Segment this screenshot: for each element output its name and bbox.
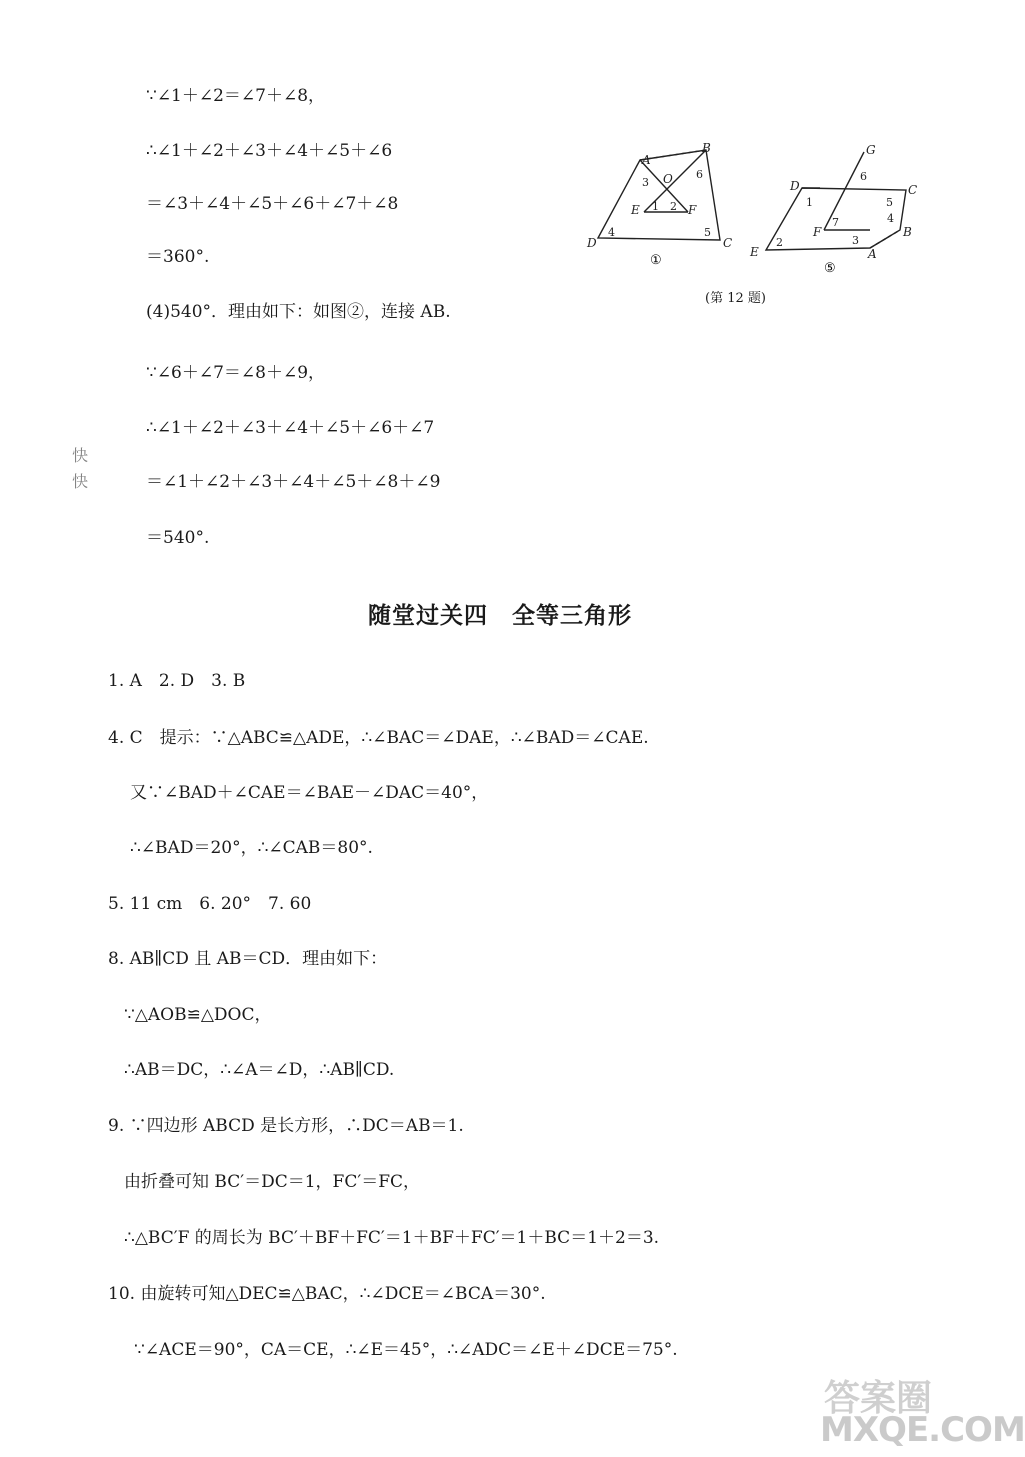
fig1-quad xyxy=(598,150,720,240)
watermark-top: 答案圈 xyxy=(824,1378,933,1419)
text-line: 10. 由旋转可知△DEC≌△BAC，∴∠DCE＝∠BCA＝30°. xyxy=(108,1284,546,1304)
text-line: ＝∠1＋∠2＋∠3＋∠4＋∠5＋∠8＋∠9 xyxy=(146,472,441,492)
fig1-angle-5: 5 xyxy=(704,226,711,239)
text-line: ＝360°. xyxy=(146,247,210,267)
margin-stamp xyxy=(72,443,88,495)
fig2-label-e: E xyxy=(750,245,759,259)
watermark-logo xyxy=(820,1370,1025,1450)
fig1-label-b: B xyxy=(702,141,711,155)
fig2-label-f: F xyxy=(813,225,822,239)
fig2-label-g: G xyxy=(866,143,876,157)
fig2-angle-5: 5 xyxy=(886,196,893,209)
text-line: 4. C 提示：∵△ABC≌△ADE，∴∠BAC＝∠DAE，∴∠BAD＝∠CAE. xyxy=(108,728,649,748)
fig1-angle-1: 1 xyxy=(652,200,659,213)
text-line: ∴△BC′F 的周长为 BC′＋BF＋FC′＝1＋BF＋FC′＝1＋BC＝1＋2＝3. xyxy=(124,1228,660,1248)
watermark-bottom: MXQE.COM xyxy=(820,1410,1025,1450)
text-line: 8. AB∥CD 且 AB＝CD．理由如下： xyxy=(108,949,388,969)
figure-svg xyxy=(580,140,920,310)
stamp-line: 快 xyxy=(72,446,89,465)
fig2-angle-1: 1 xyxy=(806,196,813,209)
text-line: ＝540°. xyxy=(146,528,210,548)
stamp-line: 快 xyxy=(72,472,89,491)
figure-2 xyxy=(766,152,906,250)
text-line: (4)540°．理由如下：如图②，连接 AB. xyxy=(146,302,451,322)
text-line: ∴∠1＋∠2＋∠3＋∠4＋∠5＋∠6＋∠7 xyxy=(146,418,435,438)
fig2-angle-4: 4 xyxy=(887,212,894,225)
fig1-angle-6: 6 xyxy=(696,168,703,181)
fig1-label-d: D xyxy=(587,236,597,250)
figure-1 xyxy=(598,150,720,240)
text-line: 1. A 2. D 3. B xyxy=(108,671,246,691)
fig2-angle-6: 6 xyxy=(860,170,867,183)
figure-caption: (第 12 题) xyxy=(705,291,766,306)
text-line: ∴∠1＋∠2＋∠3＋∠4＋∠5＋∠6 xyxy=(146,141,393,161)
text-line: 9. ∵四边形 ABCD 是长方形，∴DC＝AB＝1. xyxy=(108,1116,464,1136)
fig1-label-a: A xyxy=(642,153,651,167)
fig1-angle-2: 2 xyxy=(670,200,677,213)
fig1-label-e: E xyxy=(631,203,640,217)
fig2-caption-label: ⑤ xyxy=(824,261,836,276)
text-line: ∵∠ACE＝90°，CA＝CE，∴∠E＝45°，∴∠ADC＝∠E＋∠DCE＝75°. xyxy=(134,1340,678,1360)
text-line: ∴∠BAD＝20°，∴∠CAB＝80°. xyxy=(130,838,373,858)
text-line: ∵△AOB≌△DOC， xyxy=(124,1005,272,1025)
section-title: 随堂过关四 全等三角形 xyxy=(368,603,632,629)
fig2-label-d: D xyxy=(790,179,800,193)
fig2-angle-2: 2 xyxy=(776,236,783,249)
text-line: 由折叠可知 BC′＝DC＝1，FC′＝FC， xyxy=(124,1172,420,1192)
text-line: 又∵∠BAD＋∠CAE＝∠BAE－∠DAC＝40°， xyxy=(130,783,489,803)
text-line: ∵∠6＋∠7＝∠8＋∠9， xyxy=(146,363,326,383)
text-line: 5. 11 cm 6. 20° 7. 60 xyxy=(108,894,312,914)
fig1-label-c: C xyxy=(723,236,733,250)
fig1-caption-label: ① xyxy=(650,253,662,268)
fig1-angle-4: 4 xyxy=(608,226,615,239)
geometry-figure xyxy=(580,140,920,310)
fig2-angle-7: 7 xyxy=(832,216,839,229)
fig2-line-g xyxy=(824,152,864,230)
text-line: ＝∠3＋∠4＋∠5＋∠6＋∠7＋∠8 xyxy=(146,194,399,214)
text-line: ∴AB＝DC，∴∠A＝∠D，∴AB∥CD. xyxy=(124,1060,395,1080)
fig1-label-o: O xyxy=(663,172,673,186)
fig2-label-b: B xyxy=(903,225,912,239)
fig1-angle-3: 3 xyxy=(642,176,649,189)
text-line: ∵∠1＋∠2＝∠7＋∠8， xyxy=(146,86,326,106)
fig1-label-f: F xyxy=(688,203,697,217)
fig2-label-c: C xyxy=(908,183,918,197)
fig2-angle-3: 3 xyxy=(852,234,859,247)
fig2-label-a: A xyxy=(868,247,877,261)
